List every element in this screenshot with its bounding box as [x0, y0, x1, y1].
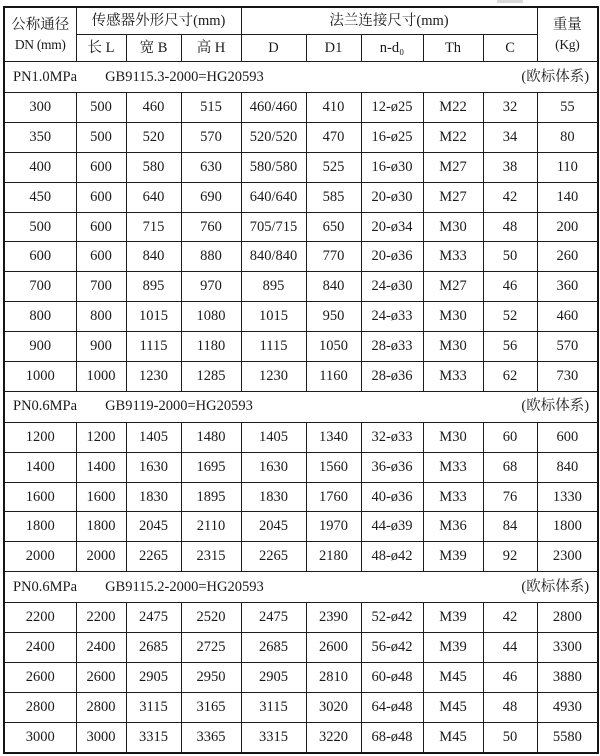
cell-d1: 3020 [306, 692, 361, 722]
cell-d1: 650 [306, 212, 361, 242]
cell-d: 2045 [241, 512, 306, 542]
cell-d1: 410 [306, 93, 361, 123]
cell-n-d0: 52-ø42 [361, 603, 423, 633]
cell-length-l: 500 [76, 122, 126, 152]
cell-c: 60 [483, 422, 537, 452]
cell-width-b: 1405 [126, 422, 181, 452]
header-row-groups [4, 7, 598, 35]
cell-th: M33 [423, 361, 483, 391]
cell-d: 3115 [241, 692, 306, 722]
cell-d1: 1050 [306, 332, 361, 362]
cell-width-b: 1630 [126, 452, 181, 482]
header-weight [537, 7, 598, 62]
cell-d1: 950 [306, 302, 361, 332]
cell-width-b: 1015 [126, 302, 181, 332]
cell-th: M45 [423, 662, 483, 692]
cell-weight: 260 [537, 242, 598, 272]
header-weight-unit: (Kg) [555, 36, 580, 52]
cell-c: 68 [483, 452, 537, 482]
cell-d: 840/840 [241, 242, 306, 272]
cell-d: 1405 [241, 422, 306, 452]
cell-length-l: 1200 [76, 422, 126, 452]
cell-dn: 2400 [4, 633, 76, 663]
cell-n-d0: 44-ø39 [361, 512, 423, 542]
flange-dimension-table [3, 6, 599, 754]
cell-c: 34 [483, 122, 537, 152]
cell-height-h: 690 [181, 182, 241, 212]
cell-height-h: 1080 [181, 302, 241, 332]
cell-height-h: 1180 [181, 332, 241, 362]
header-col-width-b: 宽 B [126, 35, 181, 62]
cell-d1: 1160 [306, 361, 361, 391]
header-dn-title: 公称通径 [11, 16, 70, 33]
header-flange-group: 法兰连接尺寸(mm) [241, 7, 537, 35]
cell-width-b: 1830 [126, 482, 181, 512]
header-col-d1: D1 [306, 35, 361, 62]
cell-th: M33 [423, 482, 483, 512]
cell-d: 1630 [241, 452, 306, 482]
cell-th: M27 [423, 182, 483, 212]
cell-d1: 3220 [306, 722, 361, 753]
cell-th: M30 [423, 422, 483, 452]
cell-c: 56 [483, 332, 537, 362]
table-row [4, 152, 598, 182]
cell-n-d0: 48-ø42 [361, 542, 423, 572]
cell-n-d0: 20-ø30 [361, 182, 423, 212]
table-row [4, 122, 598, 152]
cell-height-h: 3165 [181, 692, 241, 722]
pressure-grade-label: PN1.0MPa [13, 68, 78, 85]
scan-artifact [497, 0, 523, 3]
table-row [4, 332, 598, 362]
standard-system-note: (欧标体系) [521, 578, 590, 595]
cell-th: M33 [423, 452, 483, 482]
cell-height-h: 630 [181, 152, 241, 182]
cell-d1: 525 [306, 152, 361, 182]
cell-th: M22 [423, 93, 483, 123]
cell-d: 895 [241, 272, 306, 302]
cell-weight: 460 [537, 302, 598, 332]
table-row [4, 542, 598, 572]
cell-weight: 1800 [537, 512, 598, 542]
cell-weight: 200 [537, 212, 598, 242]
cell-dn: 2000 [4, 542, 76, 572]
cell-length-l: 3000 [76, 722, 126, 753]
cell-n-d0: 16-ø25 [361, 122, 423, 152]
standard-system-note: (欧标体系) [521, 68, 590, 85]
cell-c: 50 [483, 722, 537, 753]
cell-dn: 500 [4, 212, 76, 242]
table-row [4, 302, 598, 332]
cell-c: 46 [483, 662, 537, 692]
cell-weight: 4930 [537, 692, 598, 722]
cell-length-l: 900 [76, 332, 126, 362]
pressure-grade-label: PN0.6MPa [13, 398, 78, 415]
cell-height-h: 2110 [181, 512, 241, 542]
cell-length-l: 2200 [76, 603, 126, 633]
header-row-subcolumns [4, 35, 598, 62]
cell-d1: 585 [306, 182, 361, 212]
cell-length-l: 600 [76, 182, 126, 212]
cell-height-h: 1695 [181, 452, 241, 482]
cell-width-b: 520 [126, 122, 181, 152]
cell-dn: 300 [4, 93, 76, 123]
cell-width-b: 640 [126, 182, 181, 212]
standard-code-label: GB9115.2-2000=HG20593 [105, 578, 264, 595]
cell-dn: 900 [4, 332, 76, 362]
cell-d: 1115 [241, 332, 306, 362]
table-row [4, 93, 598, 123]
cell-d1: 2600 [306, 633, 361, 663]
cell-d: 1015 [241, 302, 306, 332]
cell-weight: 1330 [537, 482, 598, 512]
cell-dn: 450 [4, 182, 76, 212]
table-row [4, 662, 598, 692]
cell-n-d0: 28-ø36 [361, 361, 423, 391]
table-row [4, 633, 598, 663]
cell-height-h: 1895 [181, 482, 241, 512]
table-row [4, 422, 598, 452]
cell-length-l: 2600 [76, 662, 126, 692]
cell-weight: 570 [537, 332, 598, 362]
cell-length-l: 1600 [76, 482, 126, 512]
cell-th: M22 [423, 122, 483, 152]
header-col-th: Th [423, 35, 483, 62]
cell-n-d0: 16-ø30 [361, 152, 423, 182]
cell-length-l: 1000 [76, 361, 126, 391]
cell-height-h: 2950 [181, 662, 241, 692]
section-inner [5, 69, 597, 86]
section-cell [4, 62, 598, 93]
cell-width-b: 840 [126, 242, 181, 272]
cell-height-h: 3365 [181, 722, 241, 753]
cell-d: 2265 [241, 542, 306, 572]
table-body [4, 62, 598, 754]
cell-length-l: 600 [76, 152, 126, 182]
cell-width-b: 715 [126, 212, 181, 242]
cell-d1: 1760 [306, 482, 361, 512]
section-inner [5, 398, 597, 415]
cell-c: 42 [483, 182, 537, 212]
cell-d1: 470 [306, 122, 361, 152]
cell-height-h: 880 [181, 242, 241, 272]
cell-weight: 140 [537, 182, 598, 212]
cell-length-l: 1800 [76, 512, 126, 542]
cell-c: 42 [483, 603, 537, 633]
header-col-d: D [241, 35, 306, 62]
cell-dn: 600 [4, 242, 76, 272]
cell-d1: 770 [306, 242, 361, 272]
cell-c: 50 [483, 242, 537, 272]
cell-th: M30 [423, 332, 483, 362]
cell-d: 460/460 [241, 93, 306, 123]
cell-d1: 1560 [306, 452, 361, 482]
cell-n-d0: 36-ø36 [361, 452, 423, 482]
cell-width-b: 3315 [126, 722, 181, 753]
cell-c: 52 [483, 302, 537, 332]
cell-d: 3315 [241, 722, 306, 753]
cell-width-b: 580 [126, 152, 181, 182]
standard-system-note: (欧标体系) [521, 398, 590, 415]
cell-th: M33 [423, 242, 483, 272]
cell-height-h: 970 [181, 272, 241, 302]
cell-width-b: 2685 [126, 633, 181, 663]
cell-height-h: 760 [181, 212, 241, 242]
cell-c: 62 [483, 361, 537, 391]
cell-dn: 1400 [4, 452, 76, 482]
cell-c: 38 [483, 152, 537, 182]
cell-c: 48 [483, 212, 537, 242]
cell-length-l: 600 [76, 212, 126, 242]
cell-dn: 1800 [4, 512, 76, 542]
table-row [4, 482, 598, 512]
cell-d1: 2390 [306, 603, 361, 633]
cell-width-b: 1115 [126, 332, 181, 362]
header-dn [4, 7, 76, 62]
cell-width-b: 1230 [126, 361, 181, 391]
cell-width-b: 3115 [126, 692, 181, 722]
cell-th: M30 [423, 212, 483, 242]
cell-d: 1230 [241, 361, 306, 391]
cell-th: M30 [423, 302, 483, 332]
cell-d: 640/640 [241, 182, 306, 212]
cell-d: 2685 [241, 633, 306, 663]
section-inner [5, 579, 597, 596]
header-col-n-d0: n-d₀ [361, 35, 423, 62]
cell-length-l: 2400 [76, 633, 126, 663]
header-weight-title: 重量 [552, 16, 582, 33]
cell-d: 580/580 [241, 152, 306, 182]
cell-d: 520/520 [241, 122, 306, 152]
table-row [4, 722, 598, 753]
cell-d1: 840 [306, 272, 361, 302]
cell-dn: 2200 [4, 603, 76, 633]
cell-n-d0: 20-ø36 [361, 242, 423, 272]
cell-d: 1830 [241, 482, 306, 512]
table-row [4, 272, 598, 302]
cell-th: M39 [423, 603, 483, 633]
cell-length-l: 500 [76, 93, 126, 123]
cell-d1: 2180 [306, 542, 361, 572]
cell-weight: 600 [537, 422, 598, 452]
cell-n-d0: 28-ø33 [361, 332, 423, 362]
cell-length-l: 700 [76, 272, 126, 302]
cell-dn: 2800 [4, 692, 76, 722]
section-cell [4, 572, 598, 603]
cell-dn: 1000 [4, 361, 76, 391]
cell-length-l: 1400 [76, 452, 126, 482]
cell-c: 46 [483, 272, 537, 302]
cell-weight: 80 [537, 122, 598, 152]
cell-d1: 1340 [306, 422, 361, 452]
cell-n-d0: 56-ø42 [361, 633, 423, 663]
cell-length-l: 2000 [76, 542, 126, 572]
section-row [4, 572, 598, 603]
cell-c: 32 [483, 93, 537, 123]
cell-th: M36 [423, 512, 483, 542]
cell-height-h: 1285 [181, 361, 241, 391]
cell-width-b: 895 [126, 272, 181, 302]
table-row [4, 603, 598, 633]
standard-code-label: GB9119-2000=HG20593 [105, 398, 253, 415]
header-col-length-l: 长 L [76, 35, 126, 62]
cell-weight: 2300 [537, 542, 598, 572]
cell-weight: 2800 [537, 603, 598, 633]
table-row [4, 692, 598, 722]
cell-c: 84 [483, 512, 537, 542]
standard-code-label: GB9115.3-2000=HG20593 [105, 68, 264, 85]
cell-th: M45 [423, 692, 483, 722]
cell-dn: 800 [4, 302, 76, 332]
cell-d: 705/715 [241, 212, 306, 242]
header-col-c: C [483, 35, 537, 62]
cell-dn: 3000 [4, 722, 76, 753]
section-cell [4, 391, 598, 422]
cell-weight: 360 [537, 272, 598, 302]
cell-dn: 1200 [4, 422, 76, 452]
cell-n-d0: 60-ø48 [361, 662, 423, 692]
table-row [4, 361, 598, 391]
cell-d1: 2810 [306, 662, 361, 692]
cell-weight: 5580 [537, 722, 598, 753]
cell-weight: 3300 [537, 633, 598, 663]
cell-width-b: 2475 [126, 603, 181, 633]
cell-height-h: 2725 [181, 633, 241, 663]
cell-width-b: 2265 [126, 542, 181, 572]
cell-dn: 1600 [4, 482, 76, 512]
cell-c: 48 [483, 692, 537, 722]
cell-th: M27 [423, 272, 483, 302]
cell-height-h: 515 [181, 93, 241, 123]
cell-n-d0: 64-ø48 [361, 692, 423, 722]
cell-weight: 3880 [537, 662, 598, 692]
cell-weight: 730 [537, 361, 598, 391]
cell-height-h: 570 [181, 122, 241, 152]
cell-n-d0: 20-ø34 [361, 212, 423, 242]
cell-th: M39 [423, 542, 483, 572]
cell-weight: 840 [537, 452, 598, 482]
section-row [4, 62, 598, 93]
cell-dn: 350 [4, 122, 76, 152]
cell-th: M39 [423, 633, 483, 663]
cell-length-l: 600 [76, 242, 126, 272]
cell-width-b: 2905 [126, 662, 181, 692]
section-row [4, 391, 598, 422]
cell-width-b: 2045 [126, 512, 181, 542]
header-dn-unit: DN (mm) [14, 36, 66, 52]
cell-c: 76 [483, 482, 537, 512]
cell-weight: 110 [537, 152, 598, 182]
pressure-grade-label: PN0.6MPa [13, 578, 78, 595]
cell-n-d0: 32-ø33 [361, 422, 423, 452]
cell-height-h: 2315 [181, 542, 241, 572]
cell-height-h: 2520 [181, 603, 241, 633]
cell-n-d0: 12-ø25 [361, 93, 423, 123]
cell-dn: 400 [4, 152, 76, 182]
cell-height-h: 1480 [181, 422, 241, 452]
cell-weight: 55 [537, 93, 598, 123]
table-row [4, 212, 598, 242]
cell-c: 44 [483, 633, 537, 663]
cell-c: 92 [483, 542, 537, 572]
cell-n-d0: 24-ø33 [361, 302, 423, 332]
table-row [4, 512, 598, 542]
table-row [4, 242, 598, 272]
cell-d: 2475 [241, 603, 306, 633]
cell-th: M27 [423, 152, 483, 182]
cell-length-l: 800 [76, 302, 126, 332]
cell-width-b: 460 [126, 93, 181, 123]
table-header [4, 7, 598, 62]
table-row [4, 452, 598, 482]
header-col-height-h: 高 H [181, 35, 241, 62]
table-row [4, 182, 598, 212]
header-sensor-group: 传感器外形尺寸(mm) [76, 7, 241, 35]
cell-n-d0: 68-ø48 [361, 722, 423, 753]
cell-dn: 2600 [4, 662, 76, 692]
cell-dn: 700 [4, 272, 76, 302]
cell-length-l: 2800 [76, 692, 126, 722]
cell-th: M45 [423, 722, 483, 753]
cell-n-d0: 24-ø30 [361, 272, 423, 302]
cell-d1: 1970 [306, 512, 361, 542]
cell-d: 2905 [241, 662, 306, 692]
cell-n-d0: 40-ø36 [361, 482, 423, 512]
